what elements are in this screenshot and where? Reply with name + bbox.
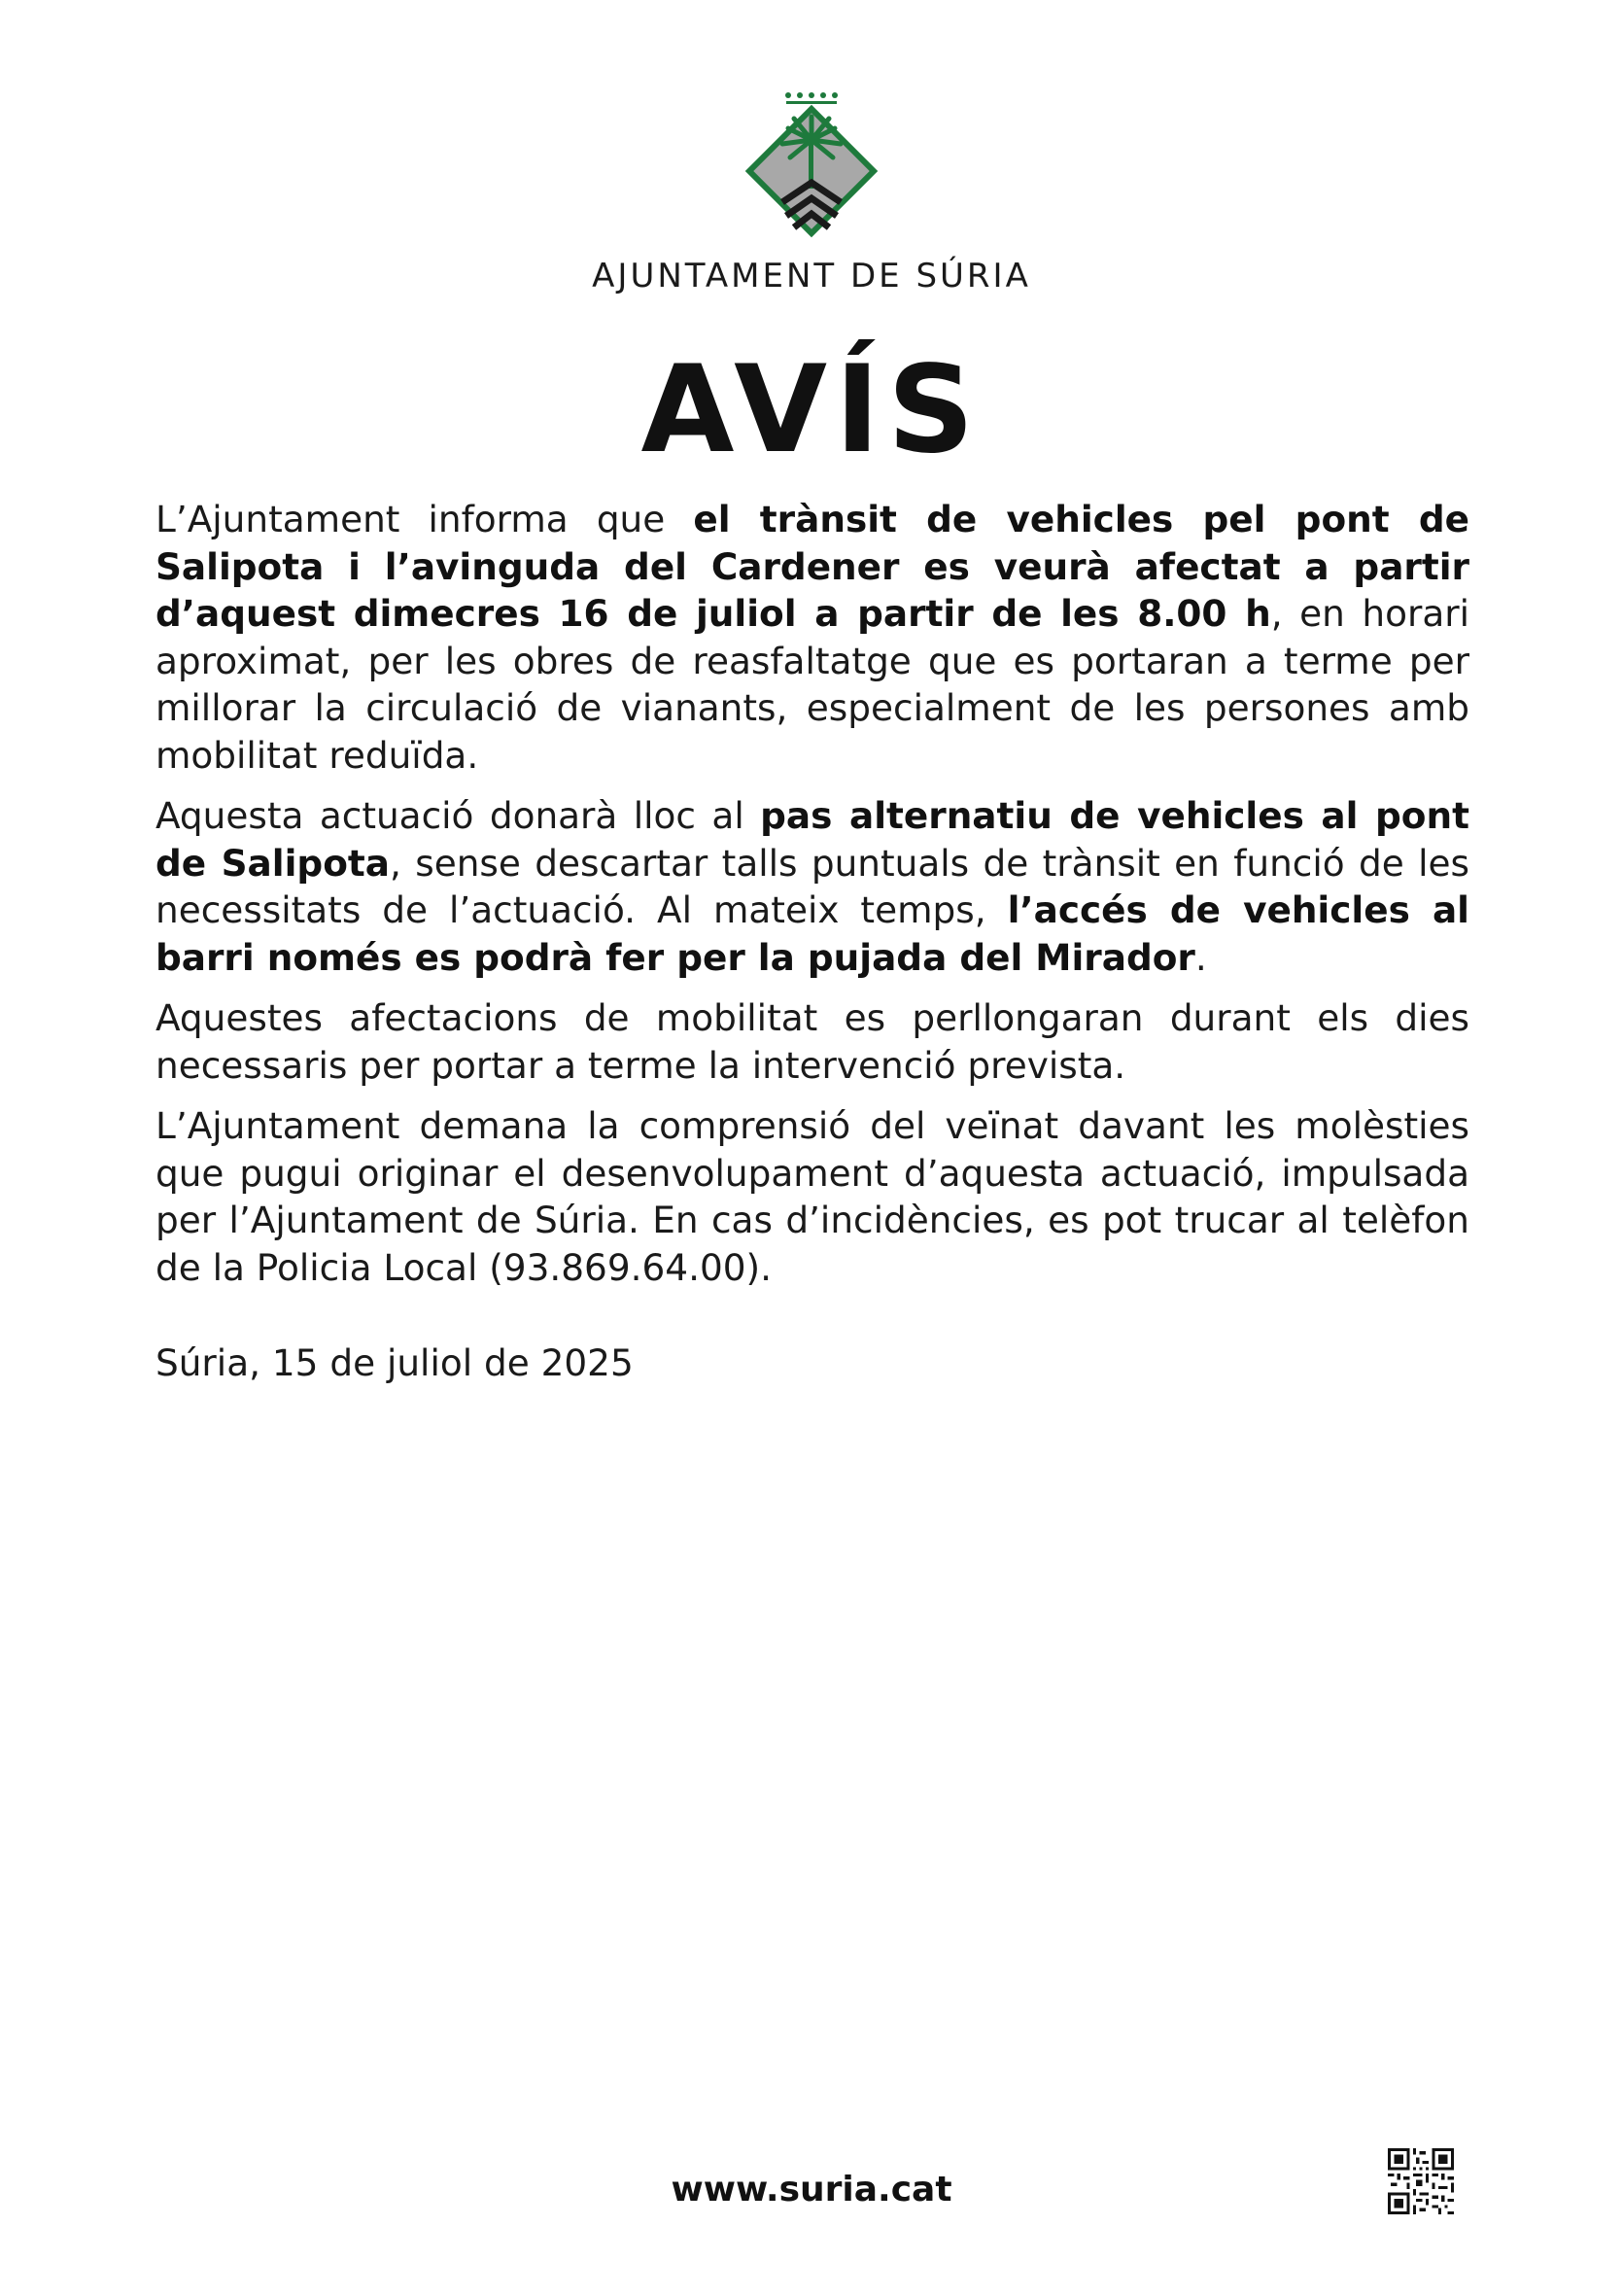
notice-body xyxy=(155,496,1469,1305)
notice-paragraph-2 xyxy=(155,792,1469,981)
paragraph-2-text-2: , sense descartar talls puntuals de trànsit en funció de les necessitats de l’actuació. Al mateix temps, xyxy=(155,841,1469,931)
paragraph-3-text-1: Aquestes afectacions de mobilitat es perllongaran durant els dies necessaris per portar a terme la intervenció prevista. xyxy=(155,996,1469,1087)
website-link[interactable]: www.suria.cat xyxy=(671,2170,952,2209)
page-header xyxy=(0,87,1623,296)
paragraph-4-text-1: L’Ajuntament demana la comprensió del veïnat davant les molèsties que pugui originar el desenvolupament d’aquesta actuació, impulsada per l’Ajuntament de Súria. En cas d’incidències, es pot trucar al telèfon de la Policia Local (93.869.64.00). xyxy=(155,1104,1469,1289)
paragraph-2-bold-1: pas alternatiu de vehicles al pont de Salipota xyxy=(155,794,1469,885)
paragraph-2-bold-2: l’accés de vehicles al barri només es podrà fer per la pujada del Mirador xyxy=(155,888,1469,979)
notice-title: AVÍS xyxy=(640,340,983,480)
paragraph-2-text-1: Aquesta actuació donarà lloc al xyxy=(155,794,761,837)
notice-paragraph-3 xyxy=(155,994,1469,1089)
paragraph-1-bold-1: el trànsit de vehicles pel pont de Salipota i l’avinguda del Cardener es veurà afectat a partir d’aquest dimecres 16 de juliol a partir de les 8.00 h xyxy=(155,498,1469,635)
organization-name: AJUNTAMENT DE SÚRIA xyxy=(592,257,1031,296)
qr-code-icon xyxy=(1388,2148,1454,2214)
notice-paragraph-1 xyxy=(155,496,1469,779)
notice-paragraph-4 xyxy=(155,1102,1469,1291)
paragraph-1-text-1: L’Ajuntament informa que xyxy=(155,498,694,540)
paragraph-1-text-2: , en horari aproximat, per les obres de reasfaltatge que es portaran a terme per millorar la circulació de vianants, especialment de les persones amb mobilitat reduïda. xyxy=(155,592,1469,777)
town-crest-icon xyxy=(743,87,880,243)
paragraph-2-text-3: . xyxy=(1194,935,1207,979)
notice-signature: Súria, 15 de juliol de 2025 xyxy=(155,1341,634,1384)
